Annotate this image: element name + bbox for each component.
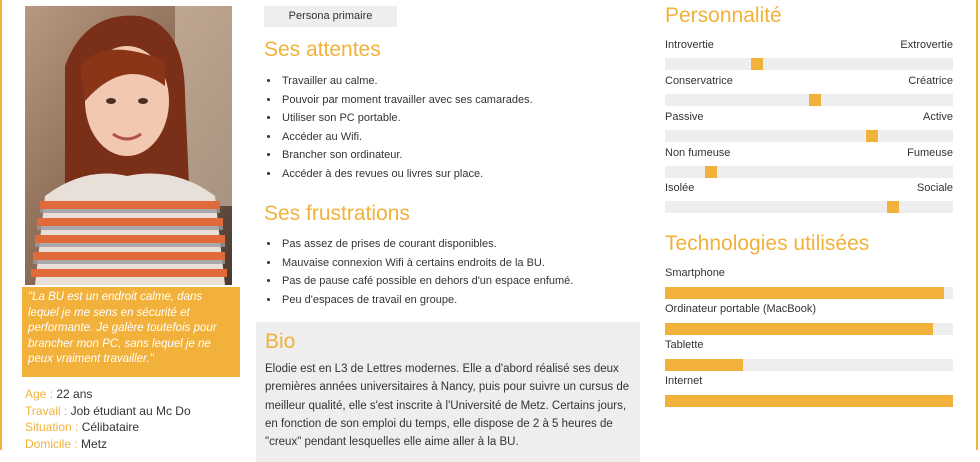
bio-title: Bio: [265, 330, 296, 353]
tech-fill: [665, 395, 953, 407]
tech-label: Internet: [665, 375, 703, 387]
list-item: • Accéder au Wifi.: [280, 128, 533, 147]
list-item: • Brancher son ordinateur.: [280, 146, 533, 165]
list-item: • Pouvoir par moment travailler avec ses camarades.: [280, 91, 533, 110]
fact-value: Célibataire: [81, 420, 140, 434]
tech-label: Smartphone: [665, 267, 725, 279]
tech-track: [665, 395, 953, 407]
tech-laptop: [665, 303, 953, 335]
expectations-title: Ses attentes: [264, 38, 381, 61]
trait-marker: [887, 201, 899, 213]
fact-age: [25, 386, 245, 403]
tech-tablet: [665, 339, 953, 371]
technologies-title: Technologies utilisées: [665, 232, 870, 255]
trait-isolated-social: [665, 182, 953, 213]
tech-track: [665, 359, 953, 371]
fact-job: [25, 403, 245, 420]
tech-track: [665, 287, 953, 299]
trait-right-label: Extrovertie: [900, 39, 953, 51]
bio-text: Elodie est en L3 de Lettres modernes. Elle a d'abord réalisé ses deux premières années universitaires à Nancy, puis pour suivre un cursus de meilleur qualité, elle s'est inscrite à l'Université de Metz. Certains jours, en fonction de son emploi du temps, elle dispose de 2 à 5 heures de "creux" pendant lesquelles elle aime aller à la BU.: [265, 363, 630, 449]
personality-title: Personnalité: [665, 4, 782, 27]
persona-tag: Persona primaire: [264, 6, 397, 27]
list-item: • Mauvaise connexion Wifi à certains endroits de la BU.: [280, 254, 573, 273]
trait-track: [665, 166, 953, 178]
tech-label: Ordinateur portable (MacBook): [665, 303, 817, 315]
fact-label: Domicile :: [25, 436, 82, 451]
fact-situation: [25, 419, 245, 436]
trait-right-label: Créatrice: [908, 75, 953, 87]
list-item: • Utiliser son PC portable.: [280, 109, 533, 128]
trait-introvert-extrovert: [665, 39, 953, 70]
trait-left-label: Passive: [665, 111, 704, 123]
expectations-list: [264, 72, 533, 184]
fact-label: Situation :: [25, 420, 82, 434]
trait-left-label: Isolée: [665, 182, 695, 194]
persona-quote: "La BU est un endroit calme, dans lequel je me sens en sécurité et performante. Je galère toutefois pour brancher mon PC, sans lequel je ne peux vraiment travailler.": [22, 287, 240, 377]
list-item: • Travailler au calme.: [280, 72, 533, 91]
list-item: • Accéder à des revues ou livres sur place.: [280, 165, 533, 184]
trait-track: [665, 58, 953, 70]
tech-internet: [665, 375, 953, 407]
tech-fill: [665, 323, 933, 335]
trait-marker: [705, 166, 717, 178]
list-item: • Pas assez de prises de courant disponibles.: [280, 235, 573, 254]
trait-left-label: Introvertie: [665, 39, 714, 51]
bio-panel: [256, 322, 640, 462]
trait-track: [665, 201, 953, 213]
trait-track: [665, 94, 953, 106]
frustrations-title: Ses frustrations: [264, 202, 410, 225]
trait-left-label: Non fumeuse: [665, 147, 731, 159]
tech-track: [665, 323, 953, 335]
trait-passive-active: [665, 111, 953, 142]
trait-left-label: Conservatrice: [665, 75, 733, 87]
trait-marker: [751, 58, 763, 70]
persona-photo: [25, 6, 232, 285]
trait-smoker: [665, 147, 953, 178]
fact-value: Job étudiant au Mc Do: [70, 403, 191, 418]
trait-conservative-creative: [665, 75, 953, 106]
fact-label: Travail :: [25, 403, 71, 418]
fact-value: Metz: [81, 436, 108, 451]
trait-marker: [809, 94, 821, 106]
list-item: • Peu d'espaces de travail en groupe.: [280, 291, 573, 310]
trait-marker: [866, 130, 878, 142]
trait-right-label: Active: [923, 111, 953, 123]
fact-value: 22 ans: [56, 387, 93, 401]
fact-label: Age :: [25, 387, 57, 401]
tech-fill: [665, 359, 743, 371]
persona-facts: [25, 386, 245, 452]
frustrations-list: [264, 235, 573, 309]
tech-smartphone: [665, 267, 953, 299]
trait-track: [665, 130, 953, 142]
tech-fill: [665, 287, 944, 299]
list-item: • Pas de pause café possible en dehors d'un espace enfumé.: [280, 272, 573, 291]
tech-label: Tablette: [665, 339, 704, 351]
trait-right-label: Fumeuse: [907, 147, 953, 159]
trait-right-label: Sociale: [916, 182, 953, 194]
